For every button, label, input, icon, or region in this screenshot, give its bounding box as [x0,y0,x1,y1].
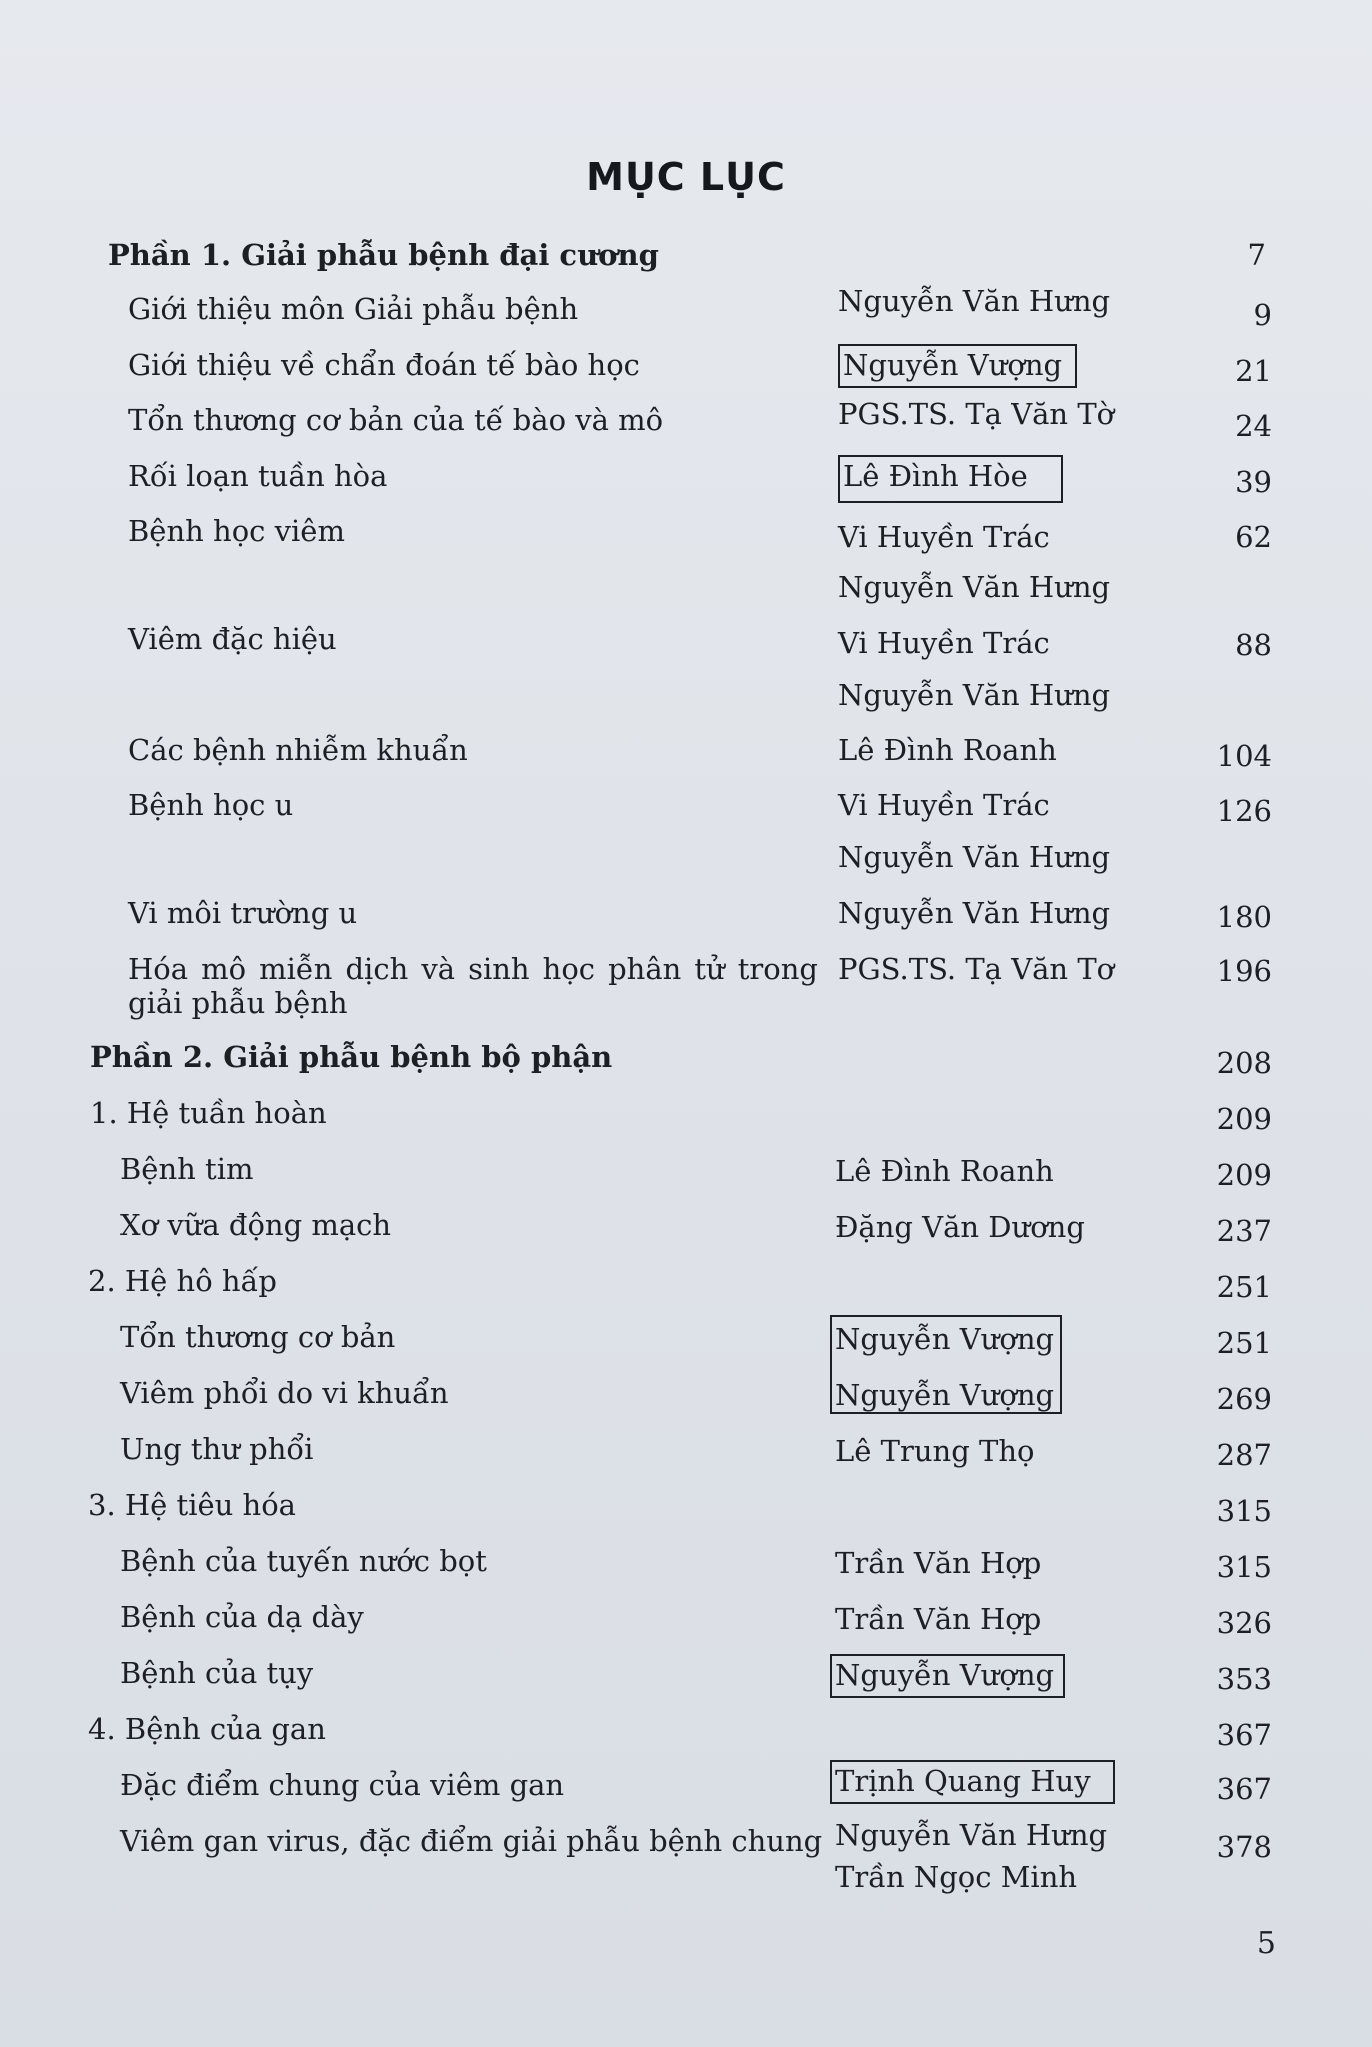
entry-author: Lê Đình Roanh [838,733,1057,767]
entry-author: Trần Văn Hợp [835,1602,1042,1636]
entry-page: 251 [1216,1326,1272,1360]
toc-part-1 [0,238,1372,272]
entry-label: Xơ vữa động mạch [120,1208,392,1242]
toc-entry [0,570,1372,608]
entry-author: Vi Huyền Trác [838,788,1050,822]
entry-label: Bệnh tim [120,1152,254,1186]
entry-author: Nguyễn Vượng [830,1654,1065,1698]
entry-author: Vi Huyền Trác [838,520,1050,554]
entry-author: Nguyễn Văn Hưng [838,896,1111,930]
entry-label: Tổn thương cơ bản của tế bào và mô [128,403,664,437]
toc-entry [0,1656,1372,1696]
toc-entry [0,1152,1372,1192]
toc-entry [0,896,1372,934]
toc-entry [0,1764,1372,1806]
entry-label: Đặc điểm chung của viêm gan [120,1768,565,1802]
entry-author: PGS.TS. Tạ Văn Tờ [838,397,1115,431]
entry-label: Hóa mô miễn dịch và sinh học phân tử trong giải phẫu bệnh [128,952,818,1020]
entry-page: 378 [1216,1830,1272,1864]
toc-entry [0,397,1372,443]
entry-page: 88 [1235,628,1272,662]
entry-author: Trần Ngọc Minh [835,1860,1078,1894]
entry-label: Giới thiệu môn Giải phẫu bệnh [128,292,579,326]
entry-page: 269 [1216,1382,1272,1416]
entry-page: 24 [1235,409,1272,443]
entry-page: 62 [1235,520,1272,554]
entry-page: 21 [1235,354,1272,388]
toc-entry [0,952,1372,1022]
toc-entry [0,1320,1372,1360]
toc-entry [0,1208,1372,1248]
entry-author: Trịnh Quang Huy [830,1760,1115,1804]
toc-entry [0,1432,1372,1472]
toc-section [0,1264,1372,1304]
toc-entry [0,1600,1372,1640]
entry-page: 208 [1216,1046,1272,1080]
entry-label: Rối loạn tuần hòa [128,459,388,493]
toc-part-2 [0,1040,1372,1080]
entry-label: Viêm đặc hiệu [128,622,337,656]
entry-author: PGS.TS. Tạ Văn Tơ [838,952,1115,986]
entry-page: 39 [1235,465,1272,499]
toc-entry [0,284,1372,332]
toc-entry [0,678,1372,716]
entry-label: 1. Hệ tuần hoàn [90,1096,327,1130]
toc-entry [0,1818,1372,1864]
toc-entry [0,788,1372,828]
toc-section [0,1712,1372,1752]
entry-page: 326 [1216,1606,1272,1640]
entry-author: Nguyễn Văn Hưng [838,678,1111,712]
entry-label: Phần 2. Giải phẫu bệnh bộ phận [90,1040,613,1074]
entry-author: Nguyễn Vượng [835,1322,1055,1356]
toc-section [0,1488,1372,1528]
toc-entry [0,514,1372,554]
entry-label: 3. Hệ tiêu hóa [88,1488,296,1522]
entry-page: 315 [1216,1550,1272,1584]
entry-author: Nguyễn Văn Hưng [838,284,1111,318]
entry-label: 2. Hệ hô hấp [88,1264,277,1298]
entry-label: Giới thiệu về chẩn đoán tế bào học [128,348,640,382]
toc-section [0,1096,1372,1136]
entry-author: Nguyễn Văn Hưng [838,570,1111,604]
toc-entry [0,348,1372,388]
entry-page: 367 [1216,1772,1272,1806]
entry-page: 126 [1216,794,1272,828]
entry-label: Bệnh học u [128,788,294,822]
entry-label: Bệnh của dạ dày [120,1600,364,1634]
entry-page: 367 [1216,1718,1272,1752]
entry-page: 9 [1253,298,1272,332]
entry-author: Lê Đình Hòe [838,455,1063,503]
entry-page: 209 [1216,1102,1272,1136]
footer-page-number: 5 [1256,1926,1276,1961]
entry-author: Nguyễn Vượng [835,1378,1055,1412]
entry-page: 7 [1247,238,1266,272]
entry-author: Lê Trung Thọ [835,1434,1035,1468]
entry-label: Phần 1. Giải phẫu bệnh đại cương [108,238,659,272]
entry-label: Bệnh của tụy [120,1656,314,1690]
entry-label: Viêm gan virus, đặc điểm giải phẫu bệnh chung [120,1824,823,1858]
entry-label: Các bệnh nhiễm khuẩn [128,733,468,767]
entry-page: 237 [1216,1214,1272,1248]
toc-entry [0,840,1372,878]
entry-author: Nguyễn Vượng [838,344,1077,388]
entry-page: 353 [1216,1662,1272,1696]
toc-entry [0,622,1372,662]
toc-entry [0,1860,1372,1894]
toc-entry [0,1544,1372,1584]
page-title: MỤC LỤC [586,155,786,199]
entry-author: Đặng Văn Dương [835,1210,1085,1244]
entry-label: Ung thư phổi [120,1432,314,1466]
entry-page: 196 [1216,954,1272,988]
entry-label: Bệnh học viêm [128,514,345,548]
toc-entry [0,733,1372,773]
entry-label: 4. Bệnh của gan [88,1712,326,1746]
entry-page: 315 [1216,1494,1272,1528]
entry-page: 209 [1216,1158,1272,1192]
entry-page: 251 [1216,1270,1272,1304]
entry-author: Trần Văn Hợp [835,1546,1042,1580]
toc-entry [0,459,1372,499]
entry-label: Viêm phổi do vi khuẩn [120,1376,449,1410]
entry-author: Vi Huyền Trác [838,626,1050,660]
entry-label: Tổn thương cơ bản [120,1320,396,1354]
entry-author: Lê Đình Roanh [835,1154,1054,1188]
entry-page: 287 [1216,1438,1272,1472]
entry-page: 180 [1216,900,1272,934]
entry-author: Nguyễn Văn Hưng [835,1818,1108,1852]
entry-label: Vi môi trường u [128,896,358,930]
entry-label: Bệnh của tuyến nước bọt [120,1544,487,1578]
toc-entry [0,1376,1372,1416]
entry-author: Nguyễn Văn Hưng [838,840,1111,874]
entry-page: 104 [1216,739,1272,773]
